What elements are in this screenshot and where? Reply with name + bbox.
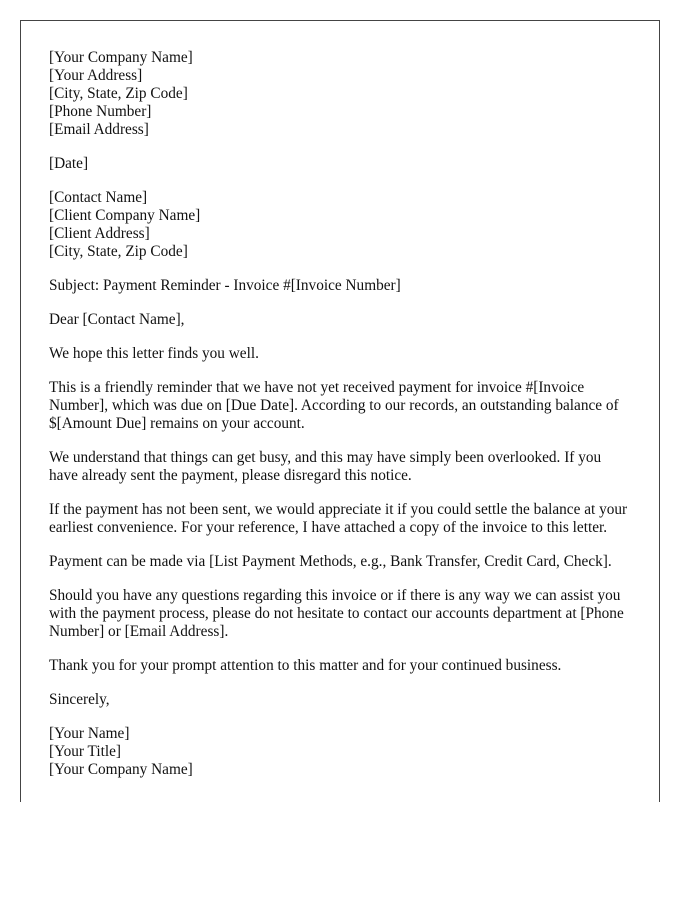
paragraph-request: If the payment has not been sent, we would appreciate it if you could settle the balance at your earliest convenience. For your reference, I have attached a copy of the invoice to this letter.: [49, 501, 628, 536]
paragraph-contact: Should you have any questions regarding this invoice or if there is any way we can assist you with the payment process, please do not hesitate to contact our accounts department at [Phone Number] or [Email Address].: [49, 587, 624, 640]
recipient-address: [Client Address]: [49, 225, 150, 242]
letter-body: [49, 49, 633, 795]
recipient-contact: [Contact Name]: [49, 189, 148, 206]
signature-company: [Your Company Name]: [49, 761, 193, 778]
paragraph-understanding: We understand that things can get busy, and this may have simply been overlooked. If you have already sent the payment, please disregard this notice.: [49, 449, 602, 484]
salutation: Dear [Contact Name],: [49, 311, 185, 328]
recipient-company: [Client Company Name]: [49, 207, 201, 224]
paragraph-reminder: This is a friendly reminder that we have not yet received payment for invoice #[Invoice Number], which was due on [Due Date]. According to our records, an outstanding balance of $[Amount Due] remains on your account.: [49, 379, 619, 432]
sender-email: [Email Address]: [49, 121, 149, 138]
sender-company: [Your Company Name]: [49, 49, 193, 66]
closing: Sincerely,: [49, 691, 110, 708]
paragraph-thanks: Thank you for your prompt attention to this matter and for your continued business.: [49, 657, 562, 674]
recipient-block: [49, 189, 633, 261]
recipient-city: [City, State, Zip Code]: [49, 243, 188, 260]
sender-address: [Your Address]: [49, 67, 143, 84]
sender-phone: [Phone Number]: [49, 103, 152, 120]
sender-city: [City, State, Zip Code]: [49, 85, 188, 102]
signature-name: [Your Name]: [49, 725, 130, 742]
signature-block: [49, 725, 633, 779]
signature-title: [Your Title]: [49, 743, 121, 760]
letter-date: [Date]: [49, 155, 89, 172]
subject-line: Subject: Payment Reminder - Invoice #[Invoice Number]: [49, 277, 401, 294]
paragraph-greeting: We hope this letter finds you well.: [49, 345, 259, 362]
paragraph-payment-methods: Payment can be made via [List Payment Methods, e.g., Bank Transfer, Credit Card, Check].: [49, 553, 612, 570]
sender-block: [49, 49, 633, 139]
letter-page: [20, 20, 660, 802]
